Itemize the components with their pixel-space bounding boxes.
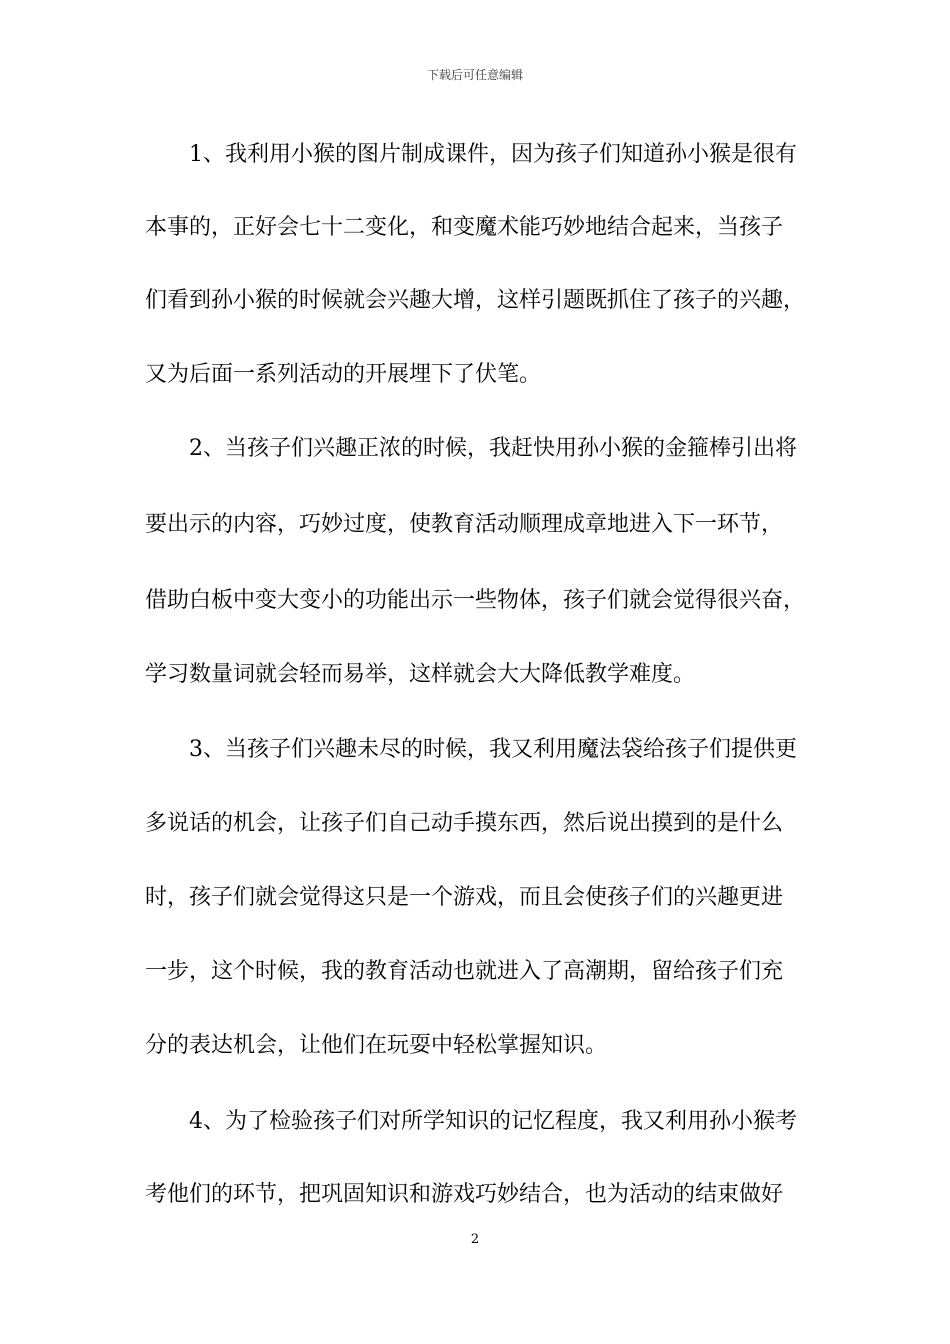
paragraph-2-line-4: 学习数量词就会轻而易举，这样就会大大降低教学难度。 — [145, 662, 696, 687]
paragraph-1-line-4: 又为后面一系列活动的开展埋下了伏笔。 — [145, 362, 542, 387]
page-number: 2 — [470, 1232, 480, 1247]
paragraph-3-line-5: 分的表达机会，让他们在玩耍中轻松掌握知识。 — [145, 1033, 608, 1058]
paragraph-4-line-1: 4、为了检验孩子们对所学知识的记忆程度，我又利用孙小猴考 — [189, 1109, 797, 1134]
paragraph-1-line-3: 们看到孙小猴的时候就会兴趣大增，这样引题既抓住了孩子的兴趣， — [145, 288, 806, 313]
paragraph-2-line-3: 借助白板中变大变小的功能出示一些物体，孩子们就会觉得很兴奋， — [145, 588, 806, 613]
paragraph-3-line-3: 时，孩子们就会觉得这只是一个游戏，而且会使孩子们的兴趣更进 — [145, 885, 784, 910]
paragraph-3-line-1: 3、当孩子们兴趣未尽的时候，我又利用魔法袋给孩子们提供更 — [189, 737, 797, 762]
paragraph-2-line-2: 要出示的内容，巧妙过度，使教育活动顺理成章地进入下一环节， — [145, 512, 784, 537]
paragraph-3-line-2: 多说话的机会，让孩子们自己动手摸东西，然后说出摸到的是什么 — [145, 811, 784, 836]
paragraph-1-line-1: 1、我利用小猴的图片制成课件，因为孩子们知道孙小猴是很有 — [189, 142, 797, 167]
paragraph-3-line-4: 一步，这个时候，我的教育活动也就进入了高潮期，留给孩子们充 — [145, 959, 784, 984]
paragraph-4-line-2: 考他们的环节，把巩固知识和游戏巧妙结合，也为活动的结束做好 — [145, 1182, 784, 1207]
paragraph-2-line-1: 2、当孩子们兴趣正浓的时候，我赶快用孙小猴的金箍棒引出将 — [189, 436, 797, 461]
paragraph-1-line-2: 本事的，正好会七十二变化，和变魔术能巧妙地结合起来，当孩子 — [145, 215, 784, 240]
page-header: 下载后可任意编辑 — [426, 68, 523, 82]
